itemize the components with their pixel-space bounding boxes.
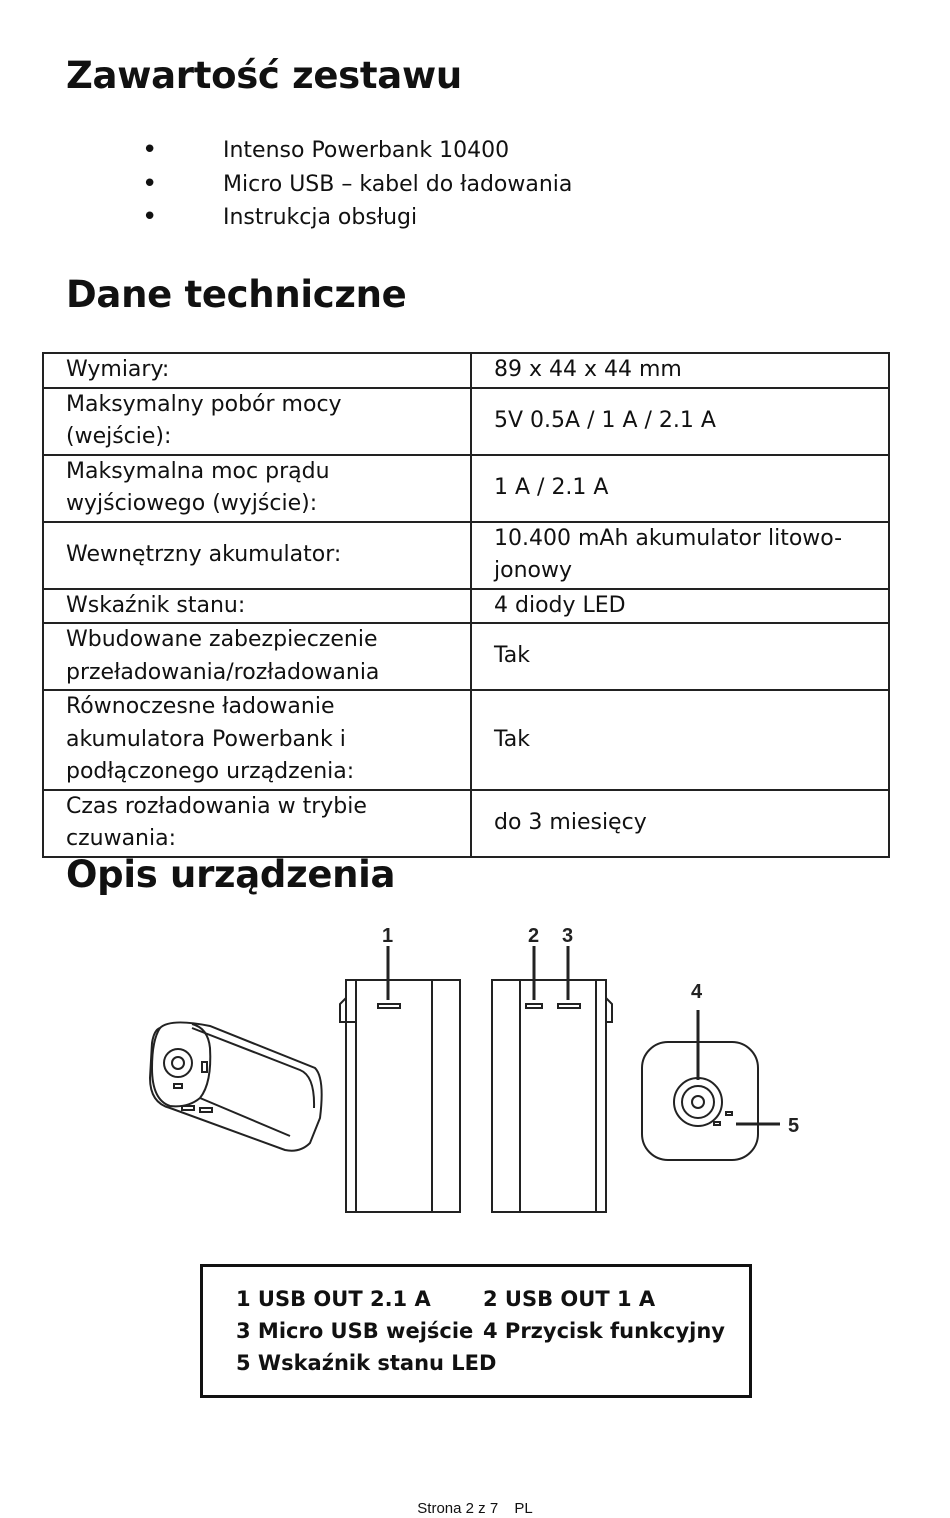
table-row — [43, 790, 889, 857]
callout-4: 4 — [691, 981, 703, 1003]
spec-value: 89 x 44 x 44 mm — [471, 353, 889, 388]
callout-5: 5 — [788, 1115, 800, 1137]
callout-1: 1 — [382, 925, 394, 947]
table-row — [43, 589, 889, 624]
spec-value: 1 A / 2.1 A — [471, 455, 889, 522]
table-row — [43, 353, 889, 388]
page-footer — [0, 1500, 950, 1517]
spec-label: Maksymalna moc prądu wyjściowego (wyjście): — [43, 455, 471, 522]
list-item: • Micro USB – kabel do ładowania — [140, 168, 572, 202]
page-number: Strona 2 z 7 — [417, 1500, 499, 1517]
spec-label: Wewnętrzny akumulator: — [43, 522, 471, 589]
table-row — [43, 522, 889, 589]
contents-list — [140, 134, 572, 235]
legend-item: 3 Micro USB wejście — [236, 1319, 474, 1343]
powerbank-illustration — [130, 918, 830, 1218]
specs-heading: Dane techniczne — [66, 273, 407, 316]
callout-2: 2 — [528, 925, 540, 947]
powerbank-perspective-view — [150, 1022, 322, 1150]
spec-label: Wbudowane zabezpieczenie przeładowania/rozładowania — [43, 623, 471, 690]
table-row — [43, 690, 889, 790]
legend-item: 2 USB OUT 1 A — [483, 1287, 656, 1311]
contents-heading: Zawartość zestawu — [66, 54, 462, 97]
device-heading: Opis urządzenia — [66, 853, 396, 896]
table-row — [43, 623, 889, 690]
spec-label: Równoczesne ładowanie akumulatora Powerbank i podłączonego urządzenia: — [43, 690, 471, 790]
legend-item: 4 Przycisk funkcyjny — [483, 1319, 725, 1343]
legend-item: 5 Wskaźnik stanu LED — [236, 1351, 497, 1375]
spec-label: Wymiary: — [43, 353, 471, 388]
powerbank-side-view — [492, 946, 612, 1212]
powerbank-end-view — [642, 1010, 780, 1160]
spec-value: Tak — [471, 690, 889, 790]
spec-value: 10.400 mAh akumulator litowo-jonowy — [471, 522, 889, 589]
spec-label: Wskaźnik stanu: — [43, 589, 471, 624]
specs-table — [42, 352, 890, 858]
spec-label: Czas rozładowania w trybie czuwania: — [43, 790, 471, 857]
list-item: • Intenso Powerbank 10400 — [140, 134, 572, 168]
callout-3: 3 — [562, 925, 574, 947]
spec-value: do 3 miesięcy — [471, 790, 889, 857]
table-row — [43, 388, 889, 455]
spec-value: 5V 0.5A / 1 A / 2.1 A — [471, 388, 889, 455]
spec-value: Tak — [471, 623, 889, 690]
powerbank-front-view — [340, 946, 460, 1212]
language-code: PL — [514, 1500, 533, 1517]
table-row — [43, 455, 889, 522]
figure-legend — [200, 1264, 752, 1398]
spec-value: 4 diody LED — [471, 589, 889, 624]
list-item: • Instrukcja obsługi — [140, 201, 572, 235]
spec-label: Maksymalny pobór mocy (wejście): — [43, 388, 471, 455]
legend-item: 1 USB OUT 2.1 A — [236, 1287, 431, 1311]
